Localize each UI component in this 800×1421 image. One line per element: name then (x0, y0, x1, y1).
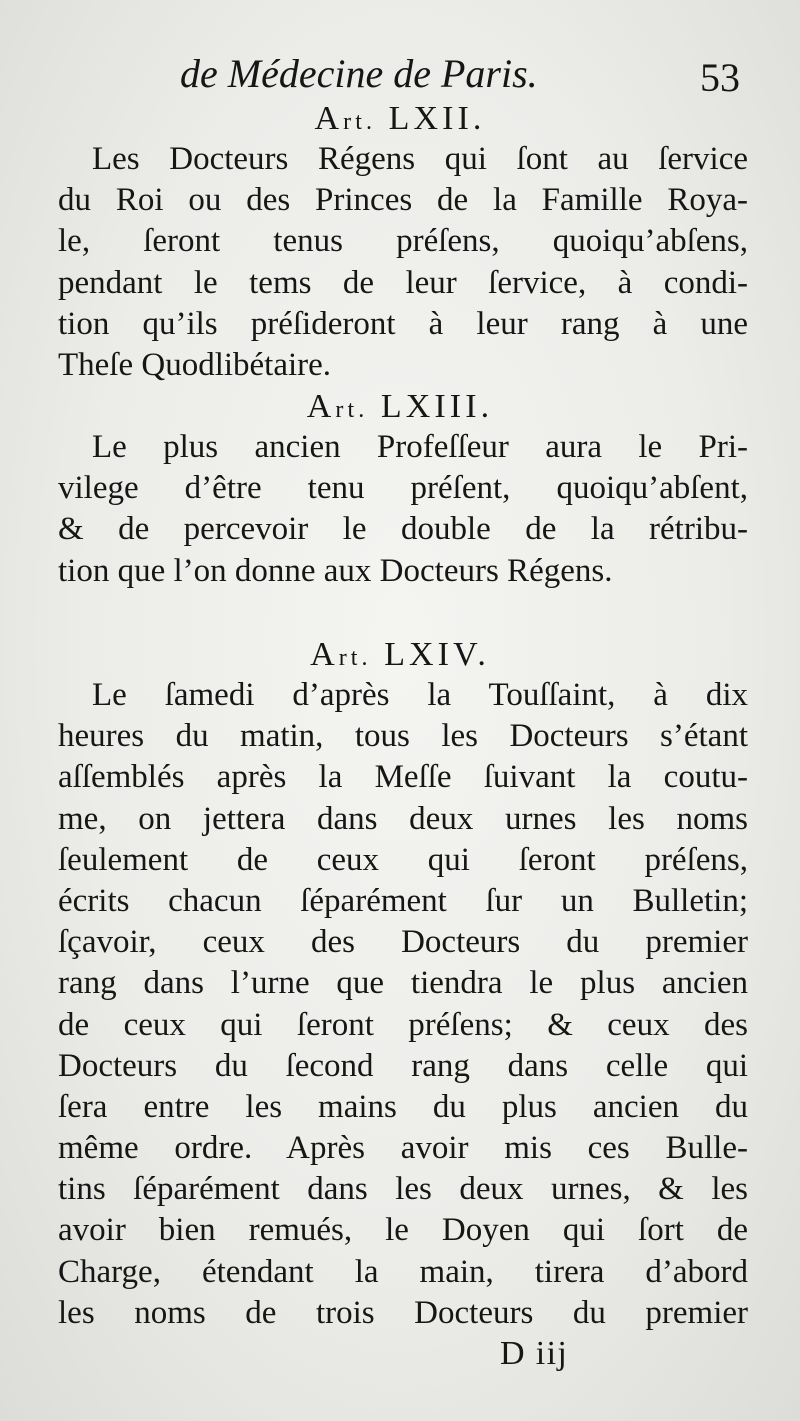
text-line: vilege d’être tenu préſent, quoiqu’abſent, (58, 470, 748, 507)
text-line: me, on jettera dans deux urnes les noms (58, 800, 748, 837)
text-line: tion qu’ils préſideront à leur rang à une (58, 305, 748, 342)
text-line: Charge, étendant la main, tirera d’abord (58, 1253, 748, 1290)
page-number: 53 (700, 55, 740, 100)
text-line: Le plus ancien Profeſſeur aura le Pri- (92, 429, 748, 465)
text-line: de ceux qui ſeront préſens; & ceux des (58, 1006, 748, 1043)
text-line: les noms de trois Docteurs du premier (58, 1294, 748, 1331)
heading-number: LXIII. (380, 388, 494, 425)
article-heading-lxii (0, 98, 800, 143)
article-heading-lxiv (0, 634, 800, 679)
signature-mark: D iij (500, 1335, 569, 1372)
article-text-lxiii (58, 427, 748, 592)
heading-abbrev: rt. (338, 645, 372, 671)
heading-initial: A (310, 636, 339, 673)
text-line: du Roi ou des Princes de la Famille Roya- (58, 182, 748, 219)
heading-initial: A (314, 100, 344, 137)
text-line: écrits chacun ſéparément ſur un Bulletin; (58, 882, 748, 919)
page-header (180, 46, 740, 106)
heading-initial: A (306, 388, 336, 425)
text-line: ſeulement de ceux qui ſeront préſens, (58, 841, 748, 878)
text-line: & de percevoir le double de la rétribu- (58, 511, 748, 548)
article-heading-lxiii (0, 386, 800, 431)
running-title: de Médecine de Paris. (180, 51, 538, 96)
text-line: même ordre. Après avoir mis ces Bulle- (58, 1130, 748, 1167)
heading-abbrev: rt. (343, 109, 377, 135)
heading-number: LXII. (388, 100, 486, 137)
text-line: aſſemblés après la Meſſe ſuivant la coutu- (58, 759, 748, 796)
text-line: rang dans l’urne que tiendra le plus ancien (58, 965, 748, 1002)
text-line: Theſe Quodlibétaire. (58, 346, 332, 383)
text-line: pendant le tems de leur ſervice, à condi- (58, 264, 748, 301)
text-line: ſera entre les mains du plus ancien du (58, 1088, 748, 1125)
article-text-lxiv (58, 675, 748, 1334)
text-line: le, ſeront tenus préſens, quoiqu’abſens, (58, 223, 748, 260)
text-line: Les Docteurs Régens qui ſont au ſervice (92, 141, 748, 177)
text-line: heures du matin, tous les Docteurs s’étant (58, 718, 748, 755)
text-line: Docteurs du ſecond rang dans celle qui (58, 1047, 748, 1084)
text-line: avoir bien remués, le Doyen qui ſort de (58, 1212, 748, 1249)
text-line: tion que l’on donne aux Docteurs Régens. (58, 552, 613, 589)
text-line: Le ſamedi d’après la Touſſaint, à dix (92, 677, 748, 713)
article-text-lxii (58, 139, 748, 386)
heading-abbrev: rt. (335, 397, 369, 423)
heading-number: LXIV. (384, 636, 490, 673)
text-line: ſçavoir, ceux des Docteurs du premier (58, 924, 748, 961)
text-line: tins ſéparément dans les deux urnes, & les (58, 1171, 748, 1208)
